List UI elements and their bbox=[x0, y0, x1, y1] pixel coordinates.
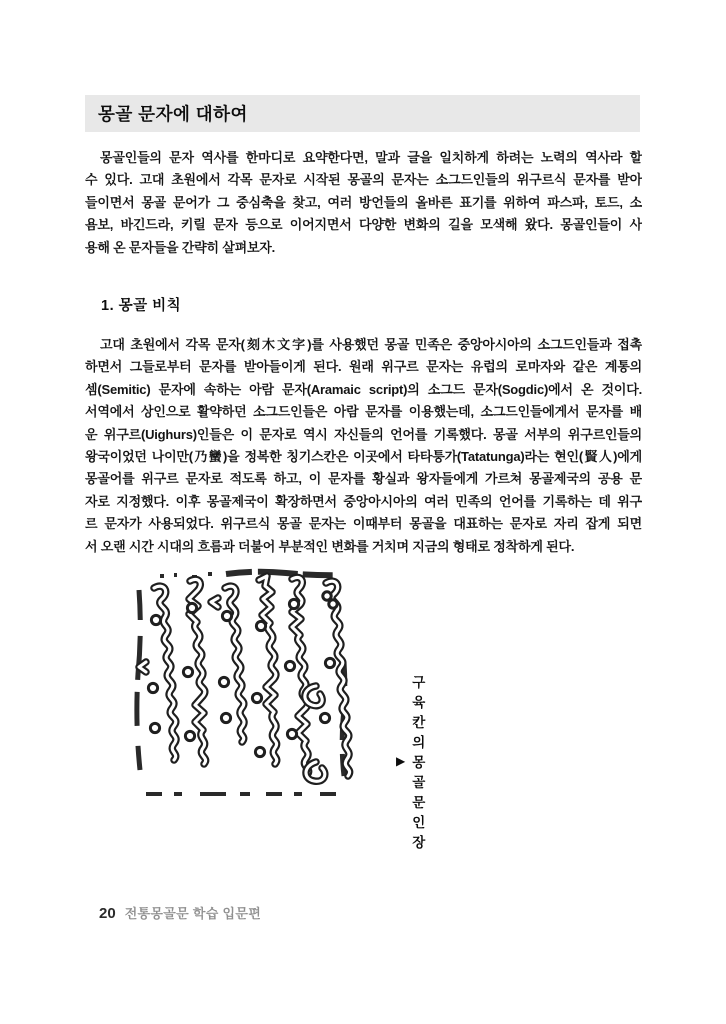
chapter-title: 몽골 문자에 대하여 bbox=[98, 104, 248, 124]
text-line: 고대 초원에서 각목 문자(刻木文字)를 사용했던 몽골 민족은 중앙아시아의 소그드인들과 접촉 bbox=[100, 337, 642, 352]
text-line: 서 오랜 시간 시대의 흐름과 더불어 부분적인 변화를 거치며 지금의 형태로 정착하게 된다. bbox=[85, 538, 575, 554]
text-line: 자로 지정했다. 이후 몽골제국이 확장하면서 중앙아시아의 여러 민족의 언어를 기록하는 데 위구 bbox=[85, 493, 642, 509]
seal-rubbing-illustration bbox=[130, 566, 354, 804]
text-line: 르 문자가 사용되었다. 위구르식 몽골 문자는 이때부터 몽골을 대표하는 문자로 자리 잡게 되면 bbox=[85, 516, 642, 532]
book-title: 전통몽골문 학습 입문편 bbox=[124, 906, 262, 921]
page-footer bbox=[99, 903, 261, 922]
body-paragraph bbox=[85, 334, 642, 558]
text-line: 수 있다. 고대 초원에서 각목 문자로 시작된 몽골의 문자는 소그드인들의 위구르식 문자를 받아 bbox=[85, 172, 642, 188]
text-line: 서역에서 상인으로 활약하던 소그드인들은 아람 문자를 이용했는데, 소그드인들에게서 문자를 배 bbox=[85, 404, 642, 420]
page-number: 20 bbox=[99, 905, 116, 922]
text-line: 몽골어를 위구르 문자로 적도록 하고, 이 문자를 황실과 왕자들에게 가르쳐 몽골제국의 공용 문 bbox=[85, 471, 642, 487]
text-line: 셈(Semitic) 문자에 속하는 아람 문자(Aramaic script)의 소그드 문자(Sogdic)에서 온 것이다. bbox=[85, 381, 642, 397]
guyuk-seal-image bbox=[130, 566, 354, 804]
text-line: 들이면서 몽골 문어가 그 중심축을 찾고, 여러 방언들의 올바른 표기를 위하여 파스파, 토드, 소 bbox=[85, 194, 642, 210]
caption-marker-icon: ▶ bbox=[396, 754, 406, 768]
text-line: 왕국이었던 나이만(乃蠻)을 정복한 칭기스칸은 이곳에서 타타퉁가(Tatatunga)라는 현인(賢人)에게 bbox=[85, 448, 642, 464]
text-line: 용해 온 문자들을 간략히 살펴보자. bbox=[85, 239, 276, 255]
text-line: 하면서 그들로부터 문자를 받아들이게 된다. 원래 위구르 문자는 유럽의 로마자와 같은 계통의 bbox=[85, 359, 642, 375]
intro-paragraph bbox=[85, 147, 642, 259]
text-line: 욤보, 바긴드라, 키릴 문자 등으로 이어지면서 다양한 변화의 길을 모색해 왔다. 몽골인들이 사 bbox=[85, 217, 642, 233]
caption-text: 구육칸의 몽골문 인장 bbox=[412, 675, 426, 850]
text-line: 운 위구르(Uighurs)인들은 이 문자로 역시 자신들의 언어를 기록했다. 몽골 서부의 위구르인들의 bbox=[85, 426, 642, 442]
text-line: 몽골인들의 문자 역사를 한마디로 요약한다면, 말과 글을 일치하게 하려는 노력의 역사라 할 bbox=[100, 150, 642, 165]
section-heading: 1. 몽골 비칙 bbox=[101, 298, 182, 314]
figure-caption bbox=[396, 671, 425, 851]
chapter-title-bar bbox=[85, 95, 640, 132]
